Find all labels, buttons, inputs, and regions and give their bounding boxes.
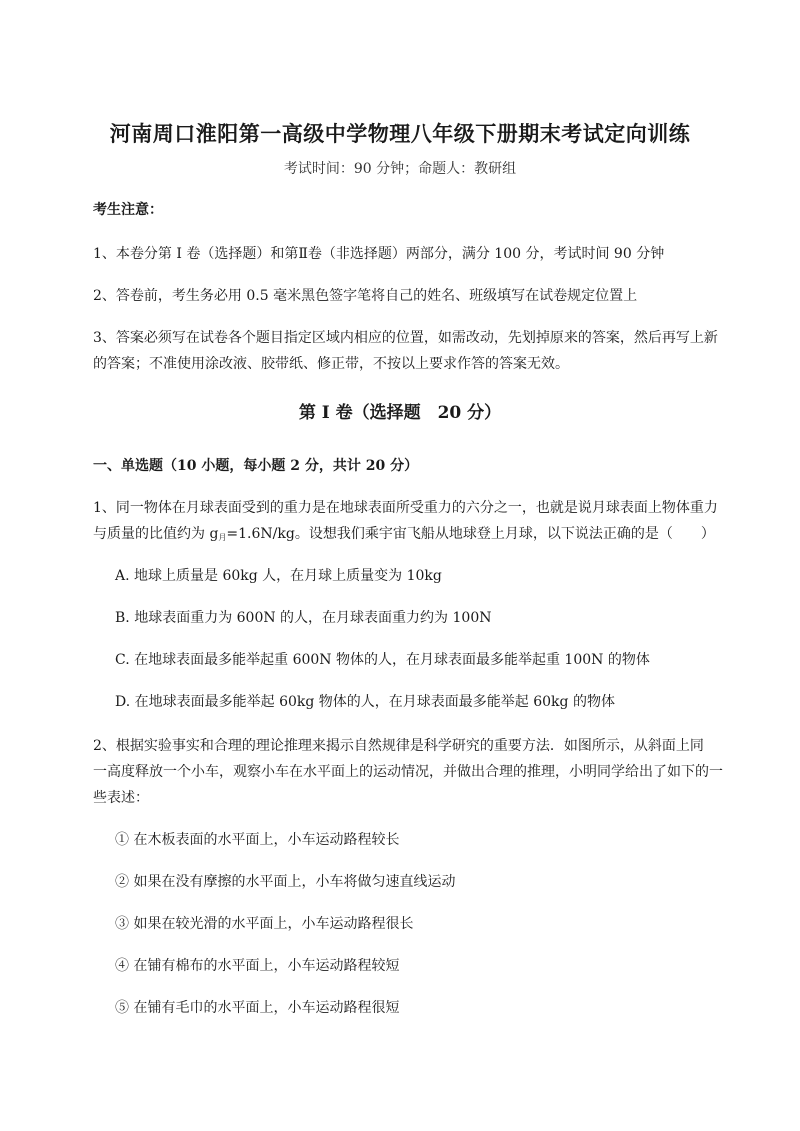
notice-item-3-cont: 的答案；不准使用涂改液、胶带纸、修正带，不按以上要求作答的答案无效。 xyxy=(93,356,569,372)
question-1-text-a: 与质量的比值约为 g xyxy=(93,526,219,542)
notice-item-2: 2、答卷前，考生务必用 0.5 毫米黑色签字笔将自己的姓名、班级填写在试卷规定位置上 xyxy=(93,288,638,304)
question-1-text-b: =1.6N/kg。设想我们乘宇宙飞船从地球登上月球，以下说法正确的是（ ） xyxy=(226,526,715,542)
question-2-line-2: 一高度释放一个小车，观察小车在水平面上的运动情况，并做出合理的推理，小明同学给出了如下的一 xyxy=(93,764,723,780)
q2-statement-2: ② 如果在没有摩擦的水平面上，小车将做匀速直线运动 xyxy=(115,874,456,890)
notice-item-1: 1、本卷分第 I 卷（选择题）和第Ⅱ卷（非选择题）两部分，满分 100 分，考试时间 90 分钟 xyxy=(93,246,665,262)
exam-info: 考试时间：90 分钟；命题人：教研组 xyxy=(283,161,517,177)
question-2-line-3: 些表述： xyxy=(93,790,149,806)
question-1-line-1: 1、同一物体在月球表面受到的重力是在地球表面所受重力的六分之一，也就是说月球表面上物体重力 xyxy=(93,500,718,516)
q1-option-d[interactable]: D. 在地球表面最多能举起 60kg 物体的人，在月球表面最多能举起 60kg 的物体 xyxy=(115,694,615,710)
notice-heading: 考生注意： xyxy=(93,202,163,218)
q2-statement-3: ③ 如果在较光滑的水平面上，小车运动路程很长 xyxy=(115,916,414,932)
section-title: 第 I 卷（选择题 20 分） xyxy=(298,403,502,423)
question-2-line-1: 2、根据实验事实和合理的理论推理来揭示自然规律是科学研究的重要方法．如图所示，从斜面上同 xyxy=(93,738,704,754)
part-heading: 一、单选题（10 小题，每小题 2 分，共计 20 分） xyxy=(93,458,419,474)
question-1-line-2 xyxy=(93,520,713,552)
q1-option-a[interactable]: A. 地球上质量是 60kg 人，在月球上质量变为 10kg xyxy=(115,568,442,584)
page-title: 河南周口淮阳第一高级中学物理八年级下册期末考试定向训练 xyxy=(109,121,691,146)
q2-statement-5: ⑤ 在铺有毛巾的水平面上，小车运动路程很短 xyxy=(115,1000,400,1016)
q1-option-b[interactable]: B. 地球表面重力为 600N 的人，在月球表面重力约为 100N xyxy=(115,610,492,626)
moon-subscript: 月 xyxy=(218,533,227,542)
q2-statement-4: ④ 在铺有棉布的水平面上，小车运动路程较短 xyxy=(115,958,400,974)
notice-item-3: 3、答案必须写在试卷各个题目指定区域内相应的位置，如需改动，先划掉原来的答案，然后再写上新 xyxy=(93,330,718,346)
q2-statement-1: ① 在木板表面的水平面上，小车运动路程较长 xyxy=(115,832,400,848)
q1-option-c[interactable]: C. 在地球表面最多能举起重 600N 物体的人，在月球表面最多能举起重 100N 的物体 xyxy=(115,652,650,668)
